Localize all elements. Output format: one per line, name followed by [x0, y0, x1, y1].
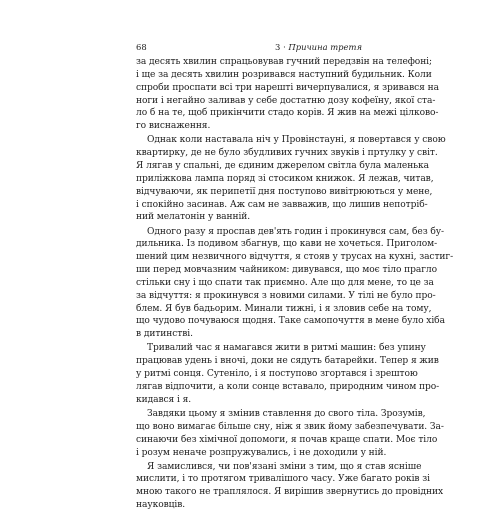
- text-line: Однак коли наставала ніч у Провінстауні, я повертався у свою: [147, 135, 446, 146]
- text-line: спроби проспати всі три нарешті вичерпувалися, я зривався на: [136, 82, 439, 93]
- text-line: приліжкова лампа поряд зі стосиком книжок. Я лежав, читав,: [136, 173, 434, 184]
- text-line: стільки сну і що спати так приємно. Але що для мене, то це за: [136, 277, 434, 288]
- paragraph: [136, 342, 440, 406]
- text-line: кидався і я.: [136, 394, 192, 405]
- chapter-title: Причина третя: [288, 42, 362, 52]
- text-line: мною такого не траплялося. Я вирішив звернутись до провідних: [136, 487, 443, 498]
- text-line: лягав відпочити, а коли сонце вставало, природним чином про-: [136, 381, 440, 392]
- text-line: і розум неначе розпружувались, і не доходили у ній.: [136, 447, 387, 458]
- paragraph: [136, 461, 443, 512]
- text-line: що чудово почуваюся щодня. Таке самопочуття в мене було хіба: [136, 316, 445, 327]
- text-line: і ще за десять хвилин розривався наступний будильник. Коли: [136, 69, 432, 80]
- page-number: 68: [136, 42, 147, 52]
- text-line: Одного разу я проспав дев'ять годин і прокинувся сам, без бу-: [147, 226, 445, 237]
- text-line: Я лягав у спальні, де єдиним джерелом світла була маленька: [136, 161, 430, 172]
- text-line: в дитинстві.: [136, 329, 193, 340]
- chapter-separator: ·: [283, 42, 286, 52]
- text-line: ши перед мовчазним чайником: дивувався, що моє тіло прагло: [136, 265, 438, 276]
- text-line: шений цим незвичного відчуття, я стояв у трусах на кухні, застиг-: [136, 252, 454, 263]
- text-line: працював удень і вночі, доки не сядуть батарейки. Тепер я жив: [136, 356, 439, 367]
- text-line: ло б на те, щоб прикінчити стадо корів. Я жив на межі цілково-: [136, 108, 439, 119]
- paragraph: [136, 56, 439, 133]
- body-text: [136, 56, 454, 512]
- text-line: за відчуття: я прокинувся з новими силами. У тілі не було про-: [136, 290, 436, 301]
- text-line: Тривалий час я намагався жити в ритмі машин: без упину: [147, 343, 426, 354]
- text-line: мислити, і то протягом тривалішого часу. Уже багато років зі: [136, 474, 430, 485]
- text-line: ний мелатонін у ванній.: [136, 212, 251, 223]
- paragraph: [136, 226, 454, 342]
- text-line: ноги і негайно заливав у себе достатню дозу кофеїну, якої ста-: [136, 95, 436, 106]
- paragraph: [136, 408, 444, 459]
- text-line: квартирку, де не було збудливих гучних звуків і пртулку у світ.: [136, 148, 438, 159]
- chapter-running-title: [275, 41, 362, 53]
- running-header: [136, 41, 362, 53]
- text-line: що воно вимагає більше сну, ніж я звик йому забезпечувати. За-: [136, 421, 444, 432]
- text-line: науковців.: [136, 500, 186, 511]
- text-line: і спокійно засинав. Аж сам не завважив, що лишив непотріб-: [136, 199, 428, 210]
- text-line: відчуваючи, як перипетії дня поступово вивітрюються у мене,: [136, 186, 433, 197]
- text-line: Завдяки цьому я змінив ставлення до свого тіла. Зрозумів,: [147, 408, 426, 419]
- text-line: дильника. Із подивом збагнув, що кави не хочеться. Приголом-: [136, 239, 438, 250]
- text-line: за десять хвилин спрацьовував гучний передзвін на телефоні;: [136, 57, 432, 67]
- text-line: синаючи без хімічної допомоги, я почав краще спати. Моє тіло: [136, 434, 438, 445]
- text-line: блем. Я був бадьорим. Минали тижні, і я зловив себе на тому,: [136, 303, 432, 314]
- text-line: го виснаження.: [136, 121, 211, 132]
- paragraph: [136, 134, 446, 224]
- chapter-number: 3: [275, 42, 281, 52]
- text-line: Я замислився, чи пов'язані зміни з тим, що я став ясніше: [147, 461, 422, 472]
- text-line: у ритмі сонця. Сутеніло, і я поступово згортався і зрештою: [136, 369, 418, 380]
